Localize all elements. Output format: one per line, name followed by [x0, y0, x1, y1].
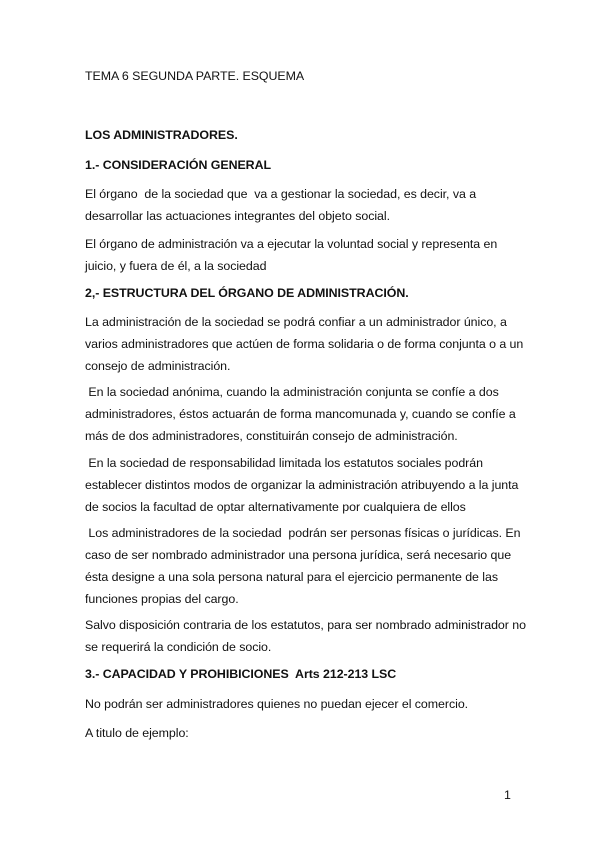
- document-header: TEMA 6 SEGUNDA PARTE. ESQUEMA: [85, 69, 305, 83]
- paragraph-2-2: En la sociedad anónima, cuando la administración conjunta se confíe a dos administradores, éstos actuarán de forma mancomunada y, cuando se confíe a más de dos administradores, constituirán consejo de administración.: [85, 385, 520, 443]
- section-heading-3: 3.- CAPACIDAD Y PROHIBICIONES Arts 212-213 LSC: [85, 667, 397, 681]
- paragraph-2-1: La administración de la sociedad se podrá confiar a un administrador único, a varios administradores que actúen de forma solidaria o de forma conjunta o a un consejo de administración.: [85, 315, 527, 373]
- section-heading-1: 1.- CONSIDERACIÓN GENERAL: [85, 158, 272, 172]
- paragraph-1-2: El órgano de administración va a ejecutar la voluntad social y representa en juicio, y fuera de él, a la sociedad: [85, 237, 501, 273]
- section-heading-2: 2,- ESTRUCTURA DEL ÓRGANO DE ADMINISTRACIÓN.: [85, 286, 409, 300]
- paragraph-3-2: A titulo de ejemplo:: [85, 726, 189, 740]
- paragraph-3-1: No podrán ser administradores quienes no puedan ejecer el comercio.: [85, 697, 469, 711]
- paragraph-2-4: Los administradores de la sociedad podrán ser personas físicas o jurídicas. En caso de ser nombrado administrador una persona jurídica, será necesario que ésta designe a una sola persona natural para el ejercicio permanente de las funciones propias del cargo.: [85, 526, 524, 606]
- paragraph-2-3: En la sociedad de responsabilidad limitada los estatutos sociales podrán establecer distintos modos de organizar la administración atribuyendo a la junta de socios la facultad de optar alternativamente por cualquiera de ellos: [85, 456, 522, 514]
- paragraph-1-1: El órgano de la sociedad que va a gestionar la sociedad, es decir, va a desarrollar las actuaciones integrantes del objeto social.: [85, 187, 480, 223]
- page-number: 1: [504, 788, 511, 802]
- paragraph-2-5: Salvo disposición contraria de los estatutos, para ser nombrado administrador no se requerirá la condición de socio.: [85, 618, 530, 654]
- document-title: LOS ADMINISTRADORES.: [85, 128, 238, 142]
